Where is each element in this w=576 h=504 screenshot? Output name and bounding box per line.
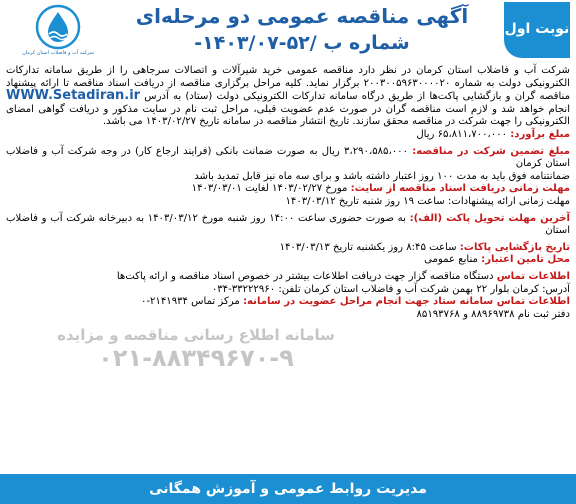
intro-text-2: انجام خواهد شد و لازم است مناقصه گران در صورت عدم عضویت قبلی، مراحل ثبت نام در سایت مذکور و دریافت گواهی امضای الکترونیکی را جهت شرکت در مناقصه محقق سازند. تاریخ انتشار مناقصه در سامانه تاریخ ۱۴۰۳/۰۲/۲۷ می باشد.: [6, 103, 570, 128]
watermark-line-1: سامانه اطلاع رسانی مناقصه و مزایده: [57, 326, 335, 344]
detail-setad-contact: اطلاعات تماس سامانه ستاد جهت انجام مراحل عضویت در سامانه: مرکز تماس ۲۱۴۱۹۳۴-۰: [140, 296, 570, 308]
ad-title: آگهی مناقصه عمومی دو مرحله‌ای: [135, 4, 469, 28]
ad-header: [6, 2, 570, 64]
ad-body: [6, 64, 570, 321]
detail-proposal-deadline: مهلت زمانی ارائه پیشنهادات: ساعت ۱۹ روز شنبه تاریخ ۱۴۰۳/۰۳/۱۲: [285, 195, 570, 207]
detail-funding-source: محل تامین اعتبار: منابع عمومی: [424, 254, 570, 266]
first-notice-ribbon: نوبت اول: [504, 2, 570, 58]
detail-address: آدرس: کرمان بلوار ۲۲ بهمن شرکت آب و فاضلاب استان کرمان تلفن: ۳۳۲۲۲۹۶۰-۰۳۴: [211, 283, 570, 295]
detail-guarantee: مبلغ تضمین شرکت در مناقصه: ۳،۲۹۰،۵۸۵،۰۰۰ ریال به صورت ضمانت بانکی (فرایند ارجاع کار) در وجه شرکت آب و فاضلاب استان کرمان: [6, 145, 570, 170]
water-company-logo: [16, 4, 100, 62]
detail-contact-info: اطلاعات تماس دستگاه مناقصه گزار جهت دریافت اطلاعات بیشتر در خصوص اسناد مناقصه و ارائه پاکت‌ها: [116, 270, 570, 282]
detail-estimate: مبلغ برآورد: ۶۵،۸۱۱،۷۰۰،۰۰۰ ریال: [416, 128, 570, 140]
detail-document-deadline: مهلت زمانی دریافت اسناد مناقصه از سایت: مورخ ۱۴۰۳/۰۲/۲۷ لغایت ۱۴۰۳/۰۳/۰۱: [191, 183, 570, 195]
detail-registration-office: دفتر ثبت نام ۸۸۹۶۹۷۳۸ و ۸۵۱۹۳۷۶۸: [416, 308, 570, 320]
detail-guarantee-validity: ضمانتنامه فوق باید به مدت ۱۰۰ روز اعتبار داشته باشد و برای سه ماه نیز قابل تمدید باشد: [194, 170, 570, 182]
detail-envelope-delivery: آخرین مهلت تحویل پاکت (الف): به صورت حضوری ساعت ۱۴:۰۰ روز شنبه مورخ ۱۴۰۳/۰۳/۱۲ به دبیرخانه شرکت آب و فاضلاب استان: [6, 212, 570, 237]
water-drop-logo-icon: [35, 4, 81, 50]
tender-number: شماره ب /۵۲-۱۴۰۳/۰۷-: [194, 32, 410, 54]
detail-opening-date: تاریخ بازگشایی پاکات: ساعت ۸:۴۵ روز یکشنبه تاریخ ۱۴۰۳/۰۳/۱۳: [279, 241, 570, 253]
title-block: [106, 2, 498, 56]
setad-website-link[interactable]: WWW.Setadiran.ir: [6, 88, 141, 104]
intro-text-1: شرکت آب و فاضلاب استان کرمان در نظر دارد مناقصه عمومی خرید شیرآلات و اتصالات سرجاهی را از طریق سامانه تدارکات الکترونیکی دولت به شماره ۲۰۰۳۰۰۵۹۶۳۰۰۰۰۲۰ برگزار نماید. کلیه مراحل برگزاری مناقصه از دریافت اسناد مناقصه تا ارائه پیشنهاد مناقصه گران و بازگشایی پاکت‌ها از طریق درگاه سامانه تدارکات الکترونیکی دولت (ستاد) به آدرس: [6, 65, 570, 103]
footer-banner: مدیریت روابط عمومی و آموزش همگانی: [0, 474, 576, 504]
publisher-watermark: [36, 326, 356, 372]
logo-caption: شرکت آب و فاضلاب استان کرمان: [22, 50, 94, 56]
intro-paragraph: [6, 64, 570, 129]
watermark-phone: ۰۲۱-۸۸۳۴۹۶۷۰-۹: [98, 344, 294, 372]
